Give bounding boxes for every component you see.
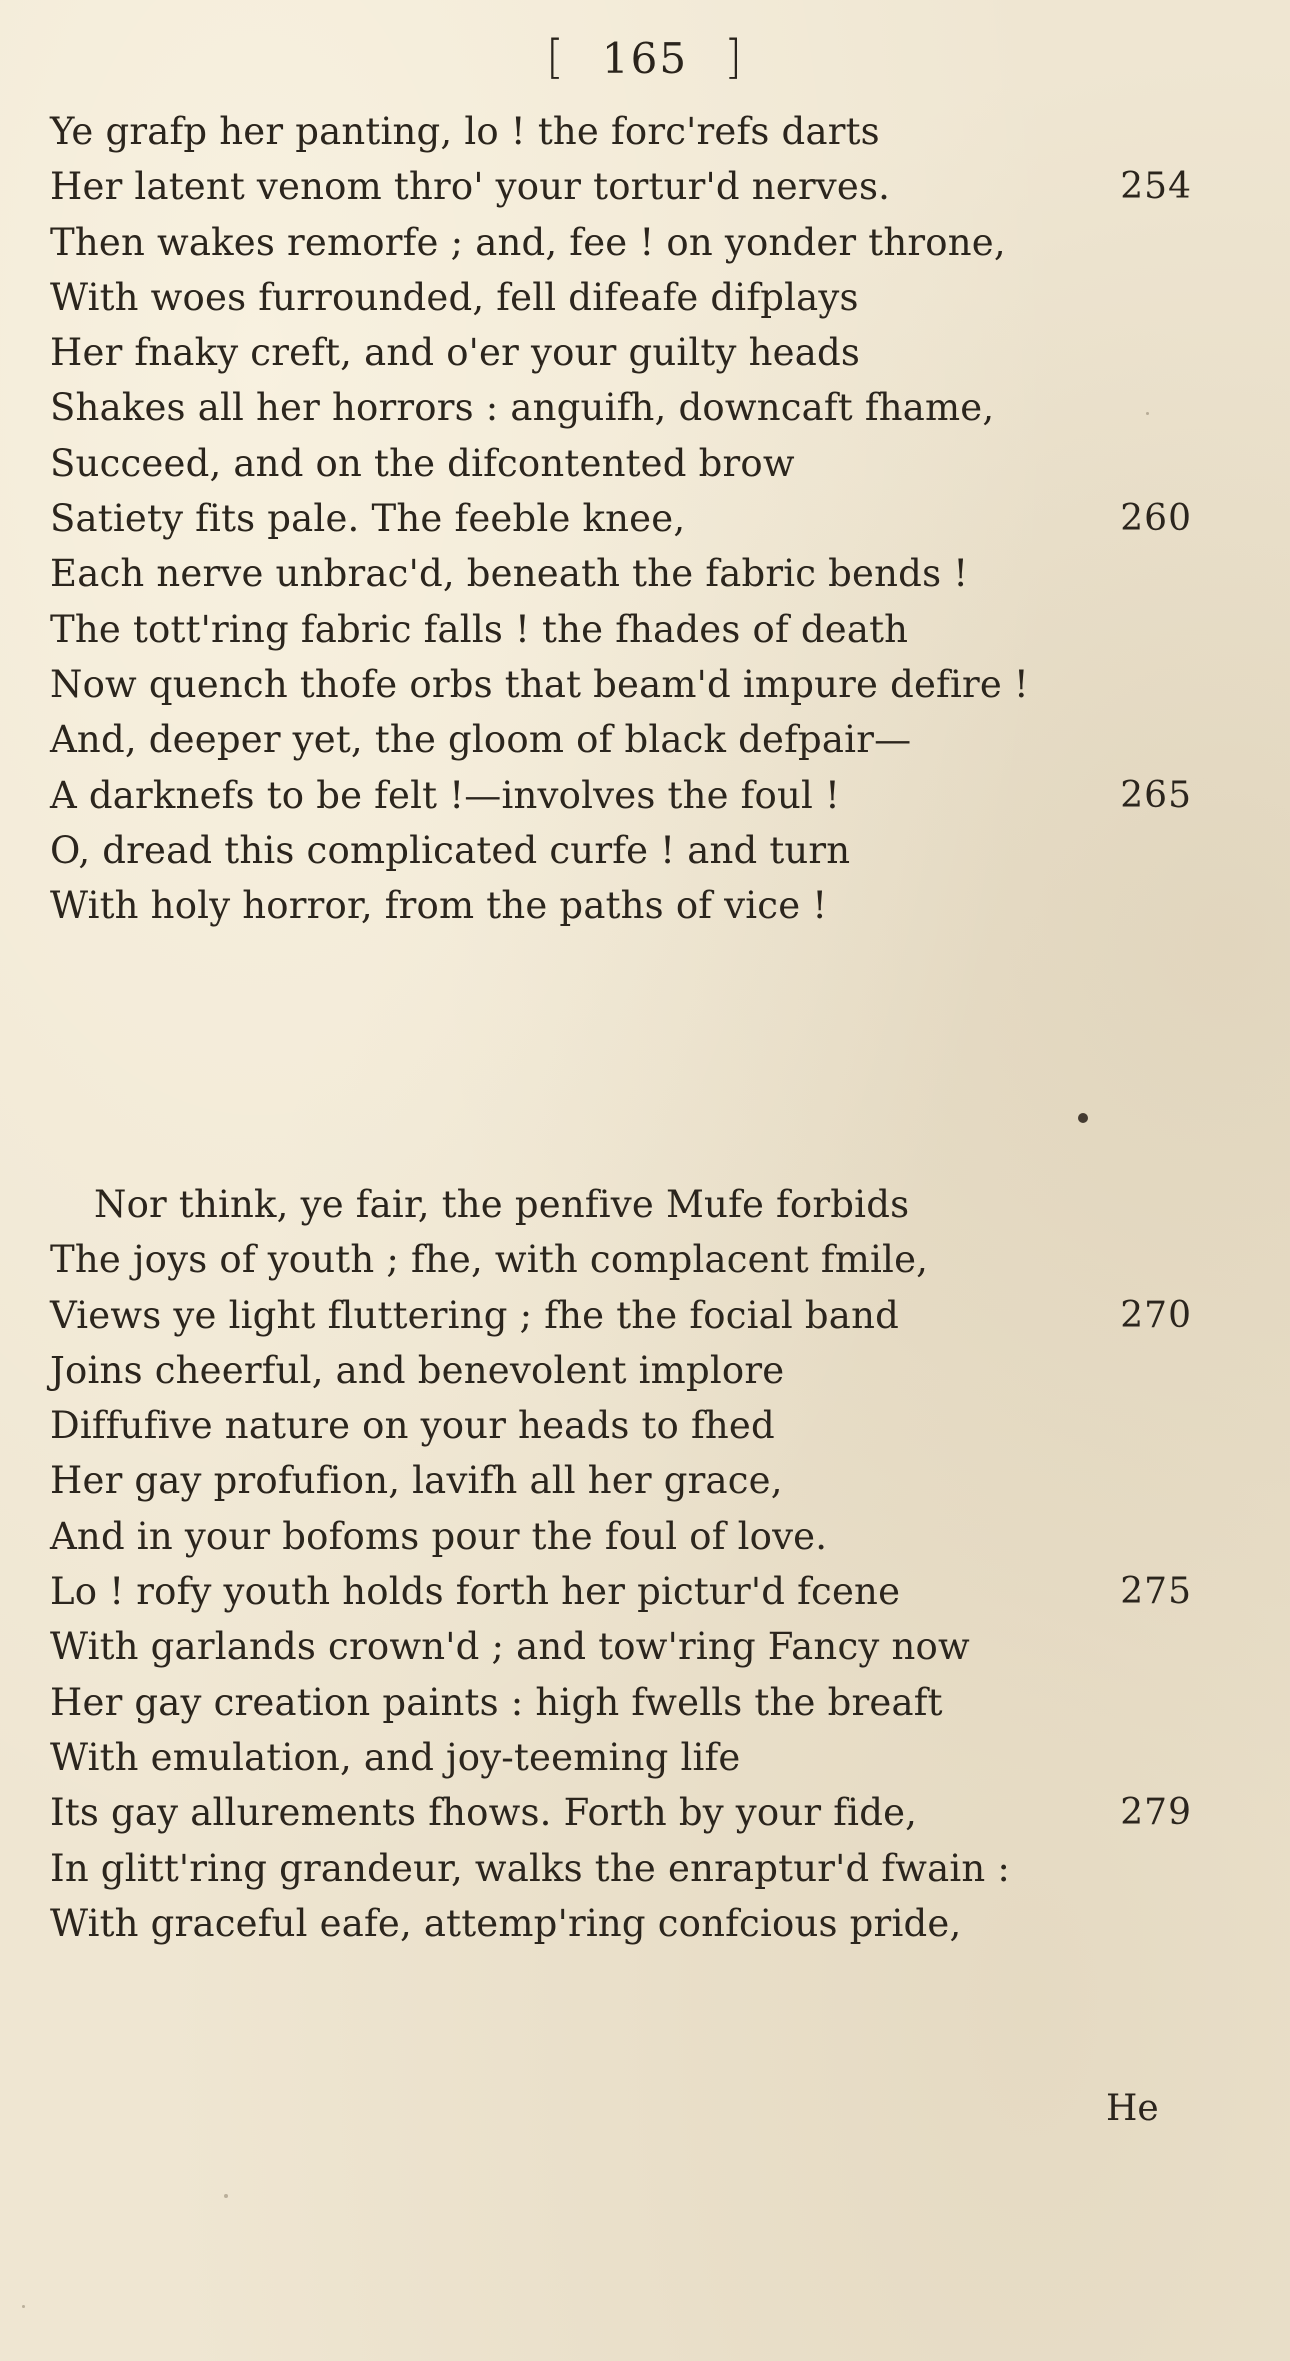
verse-line: [50, 1509, 1230, 1564]
verse-text: A darknefs to be felt !—involves the foul !: [50, 773, 841, 817]
verse-line: [50, 1398, 1230, 1453]
verse-text: With holy horror, from the paths of vice !: [50, 884, 828, 928]
line-number: 265: [1120, 774, 1192, 816]
verse-text: Her gay profufion, lavifh all her grace,: [50, 1459, 783, 1503]
verse-line: [50, 602, 1230, 657]
verse-text: Her latent venom thro' your tortur'd nerves.: [50, 165, 891, 209]
verse-text: With graceful eafe, attemp'ring confcious pride,: [50, 1901, 962, 1945]
verse-text: With woes furrounded, fell difeafe difplays: [50, 275, 859, 319]
verse-line: [50, 1675, 1230, 1730]
verse-text: In glitt'ring grandeur, walks the enraptur'd fwain :: [50, 1846, 1011, 1890]
verse-text: Diffufive nature on your heads to fhed: [50, 1404, 775, 1448]
verse-line: [50, 1619, 1230, 1674]
verse-line: [50, 491, 1230, 546]
verse-text: Succeed, and on the difcontented brow: [50, 441, 795, 485]
open-bracket: [: [545, 30, 566, 84]
verse-text: Lo ! rofy youth holds forth her pictur'd fcene: [50, 1570, 901, 1614]
verse-text: Each nerve unbrac'd, beneath the fabric bends !: [50, 552, 969, 596]
verse-line: [50, 380, 1230, 435]
verse-line: [50, 1896, 1230, 1951]
verse-line: [50, 712, 1230, 767]
verse-line: [50, 1785, 1230, 1840]
verse-line: [50, 823, 1230, 878]
catchword: He: [1106, 2088, 1159, 2129]
verse-line: [50, 546, 1230, 601]
verse-text: Her gay creation paints : high fwells the breaft: [50, 1680, 943, 1724]
verse-line: [50, 1453, 1230, 1508]
verse-text: With garlands crown'd ; and tow'ring Fancy now: [50, 1625, 970, 1669]
verse-text: And, deeper yet, the gloom of black defpair—: [50, 718, 912, 762]
verse-line: [50, 1343, 1230, 1398]
line-number: 279: [1120, 1792, 1192, 1834]
verse-line: [50, 1288, 1230, 1343]
verse-text: Satiety fits pale. The feeble knee,: [50, 497, 686, 541]
verse-text: With emulation, and joy-teeming life: [50, 1735, 741, 1779]
line-number: 254: [1120, 166, 1192, 208]
verse-text: Joins cheerful, and benevolent implore: [50, 1348, 785, 1392]
verse-text: And in your bofoms pour the foul of love.: [50, 1514, 828, 1558]
close-bracket: ]: [724, 30, 745, 84]
verse-line: [50, 1564, 1230, 1619]
verse-text: Its gay allurements fhows. Forth by your fide,: [50, 1791, 918, 1835]
ink-speck: [1146, 412, 1149, 415]
verse-line: [50, 104, 1230, 159]
verse-text: Nor think, ye fair, the penfive Mufe forbids: [94, 1183, 910, 1226]
verse-line: [50, 1177, 1230, 1232]
verse-text: Shakes all her horrors : anguifh, downcaft fhame,: [50, 386, 995, 430]
verse-line: [50, 325, 1230, 380]
verse-line: [50, 436, 1230, 491]
stanza-one: [50, 104, 1230, 933]
line-number: 275: [1120, 1571, 1192, 1613]
ink-speck: [224, 2194, 228, 2198]
verse-text: Views ye light fluttering ; fhe the focial band: [50, 1293, 899, 1337]
line-number: 260: [1120, 498, 1192, 540]
verse-text: The tott'ring fabric falls ! the fhades of death: [50, 607, 909, 651]
verse-line: [50, 1841, 1230, 1896]
verse-line: [50, 1730, 1230, 1785]
verse-line: [50, 159, 1230, 214]
verse-text: Then wakes remorfe ; and, fee ! on yonder throne,: [50, 220, 1006, 264]
ink-speck: [1078, 1113, 1088, 1123]
ink-speck: [22, 2305, 25, 2308]
verse-line: [50, 1232, 1230, 1287]
stanza-two: [50, 1177, 1230, 1951]
page-number-header: [0, 22, 1290, 92]
page-number: 165: [601, 34, 689, 83]
verse-text: Ye grafp her panting, lo ! the forc'refs darts: [50, 110, 880, 153]
verse-text: Now quench thofe orbs that beam'd impure defire !: [50, 662, 1029, 706]
verse-line: [50, 657, 1230, 712]
verse-line: [50, 768, 1230, 823]
line-number: 270: [1120, 1294, 1192, 1336]
verse-text: Her fnaky creft, and o'er your guilty heads: [50, 331, 861, 375]
verse-text: O, dread this complicated curfe ! and turn: [50, 828, 851, 872]
verse-line: [50, 215, 1230, 270]
verse-line: [50, 878, 1230, 933]
verse-text: The joys of youth ; fhe, with complacent fmile,: [50, 1238, 929, 1282]
verse-line: [50, 270, 1230, 325]
